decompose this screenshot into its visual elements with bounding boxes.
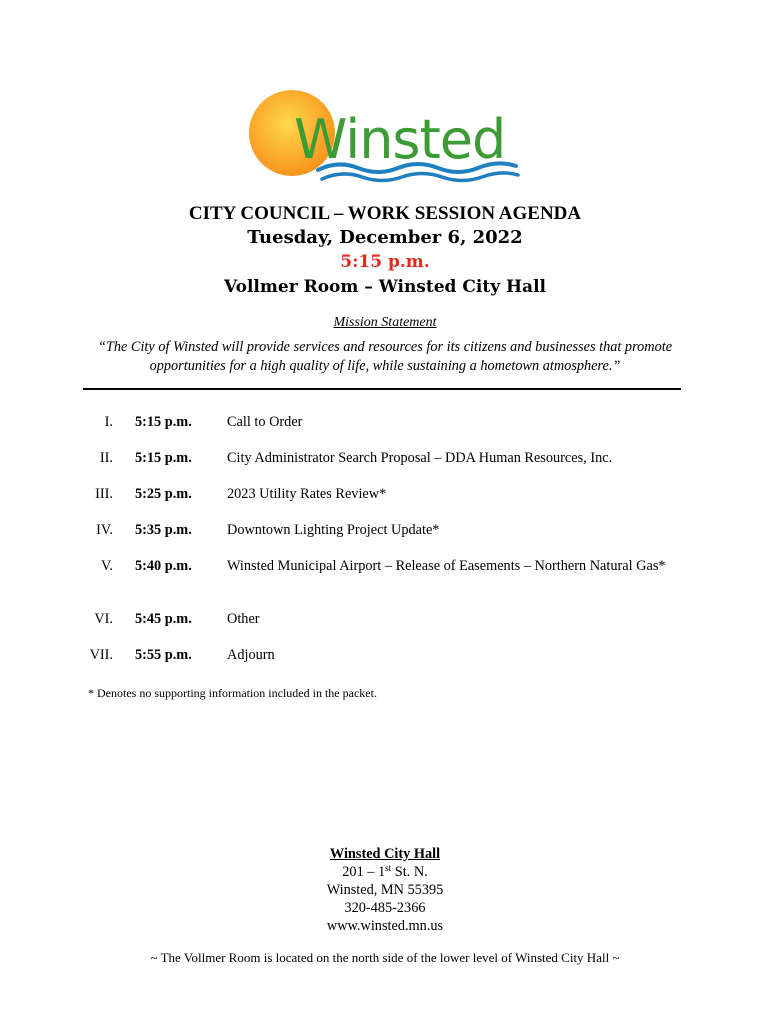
agenda-number: III.: [95, 486, 113, 502]
mission-statement: “The City of Winsted will provide services and resources for its citizens and businesses that promote opportunities for a high quality of life, while sustaining a hometown atmosphere.”: [97, 339, 673, 374]
agenda-item: Call to Order: [227, 414, 303, 430]
agenda-number: I.: [104, 414, 113, 430]
address-title: Winsted City Hall: [329, 846, 441, 862]
agenda-time: 5:15 p.m.: [135, 450, 192, 466]
address-street-name: St. N.: [391, 864, 428, 880]
agenda-item: City Administrator Search Proposal – DDA Human Resources, Inc.: [227, 450, 613, 466]
winsted-logo: [248, 88, 524, 184]
address-block: [0, 845, 770, 935]
agenda-time: 5:55 p.m.: [135, 647, 192, 663]
agenda-item: 2023 Utility Rates Review*: [227, 486, 387, 502]
meeting-date: Tuesday, December 6, 2022: [247, 227, 523, 248]
agenda-time: 5:35 p.m.: [135, 522, 192, 538]
agenda-number: V.: [100, 558, 113, 574]
agenda-number: VI.: [94, 611, 113, 627]
agenda-number: VII.: [89, 647, 113, 663]
address-phone: 320-485-2366: [344, 900, 426, 916]
agenda-item: Adjourn: [227, 647, 275, 663]
page-title: CITY COUNCIL – WORK SESSION AGENDA: [188, 203, 582, 224]
agenda-item: Downtown Lighting Project Update*: [227, 522, 440, 538]
divider: [83, 388, 681, 390]
agenda-time: 5:40 p.m.: [135, 558, 192, 574]
agenda-number: IV.: [96, 522, 113, 538]
logo-wordmark: Winsted: [294, 108, 506, 171]
mission-label: Mission Statement: [333, 315, 437, 330]
agenda-number: II.: [99, 450, 113, 466]
address-city: Winsted, MN 55395: [326, 882, 444, 898]
address-website[interactable]: www.winsted.mn.us: [326, 918, 444, 934]
footnote: * Denotes no supporting information included in the packet.: [88, 686, 377, 700]
agenda-item: Other: [227, 611, 260, 627]
address-street-ordinal: st: [385, 863, 392, 873]
agenda-time: 5:25 p.m.: [135, 486, 192, 502]
agenda-item: Winsted Municipal Airport – Release of Easements – Northern Natural Gas*: [227, 558, 666, 574]
address-street-number: 201 – 1: [342, 864, 386, 880]
location-note: ~ The Vollmer Room is located on the north side of the lower level of Winsted City Hall ~: [150, 950, 620, 965]
winsted-logo-graphic: [248, 88, 524, 184]
agenda-time: 5:45 p.m.: [135, 611, 192, 627]
agenda-time: 5:15 p.m.: [135, 414, 192, 430]
wave-icon-lower: [322, 173, 518, 181]
meeting-location: Vollmer Room – Winsted City Hall: [224, 277, 546, 297]
meeting-time: 5:15 p.m.: [340, 252, 430, 272]
address-street: [0, 863, 770, 881]
